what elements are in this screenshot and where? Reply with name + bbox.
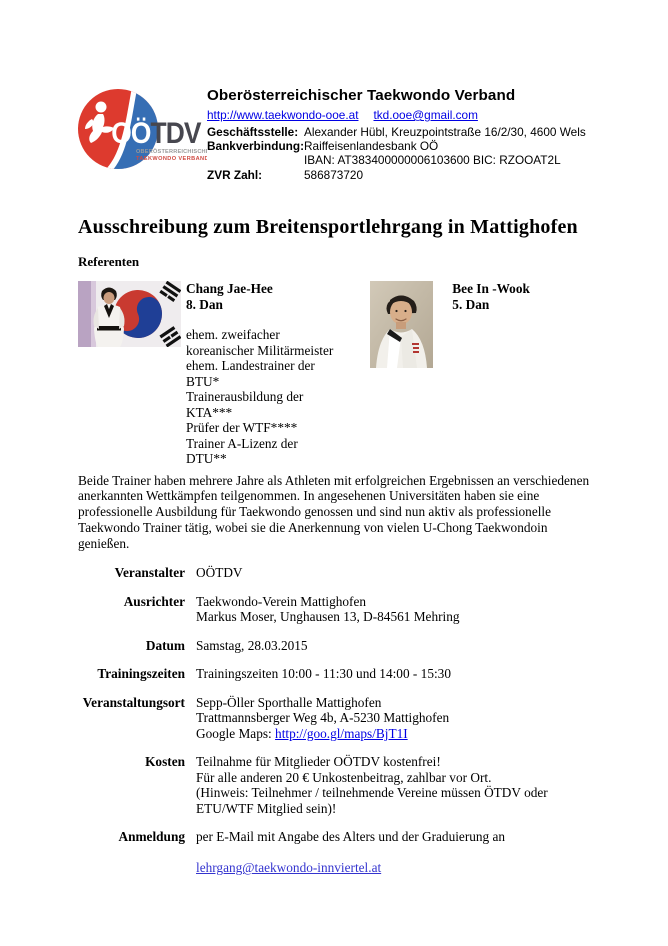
trainer-rank: 5. Dan [452,296,490,312]
trainer-credentials-chang [186,327,338,467]
header-contact-value: Alexander Hübl, Kreuzpointstraße 16/2/30, 4600 Wels [304,125,586,139]
header-contact-label: ZVR Zahl: [207,167,263,182]
header-contact-value: Raiffeisenlandesbank OÖ [304,139,439,154]
trainer-chang-text [186,281,348,467]
header-contact-value: IBAN: AT383400000006103600 BIC: RZOOAT2L [304,153,561,168]
spacer [186,312,348,327]
trainer-photo-bee [370,281,433,368]
header-contact-row [207,153,586,167]
detail-row [78,565,590,581]
detail-row [78,695,590,742]
detail-line: Samstag, 28.03.2015 [196,637,308,653]
detail-line: Trattmannsberger Weg 4b, A-5230 Mattighofen [196,710,450,726]
header-contact-row [207,139,586,153]
detail-value [196,695,449,742]
org-title: Oberösterreichischer Taekwondo Verband [207,87,516,104]
letterhead [76,85,586,190]
referenten-heading: Referenten [78,254,140,269]
detail-row [78,594,590,625]
detail-line [196,860,505,876]
header-contact-row [207,125,586,139]
detail-line: OÖTDV [196,565,243,581]
detail-line: Taekwondo-Verein Mattighofen [196,593,367,609]
maps-link[interactable]: http://goo.gl/maps/BjT1I [275,725,408,741]
svg-text:OÖTDV [111,115,201,149]
detail-line: Sepp-Öller Sporthalle Mattighofen [196,694,382,710]
detail-label: Trainingszeiten [97,666,185,682]
trainer-credential: Trainerausbildung der KTA*** [186,389,304,420]
trainer-credential: ehem. Landestrainer der BTU* [186,358,315,389]
website-link[interactable]: http://www.taekwondo-ooe.at [207,108,359,122]
logo-acronym-dark: TDV [150,115,201,150]
details-table [78,565,590,876]
detail-label: Veranstalter [114,565,185,581]
trainers-section [78,281,590,467]
logo-caption-line1: OBERÖSTERREICHISCHER [136,149,207,155]
detail-row [78,666,590,682]
logo-box [76,85,207,190]
document-body [78,216,590,889]
header-contact-label: Bankverbindung: [207,139,305,154]
trainer-name: Bee In -Wook [452,281,530,296]
header-contact-rows [207,125,586,182]
trainer-credential: Trainer A-Lizenz der DTU** [186,435,298,466]
detail-label: Kosten [145,754,185,770]
detail-value [196,565,243,581]
trainer-credential: Prüfer der WTF**** [186,420,298,435]
detail-value [196,594,460,625]
detail-label: Datum [145,637,185,653]
registration-email-link[interactable]: lehrgang@taekwondo-innviertel.at [196,860,382,876]
detail-line: ETU/WTF Mitglied sein)! [196,800,337,816]
org-email-link[interactable]: tkd.ooe@gmail.com [373,108,478,122]
detail-label: Anmeldung [118,829,185,845]
detail-row [78,638,590,654]
detail-line: per E-Mail mit Angabe des Alters und der Graduierung an [196,829,506,845]
header-contact-row [207,168,586,182]
trainer-credential: ehem. zweifacher koreanischer Militärmeister [186,327,334,358]
header-contact-label [207,153,304,167]
detail-line [196,845,505,861]
detail-value [196,829,505,876]
header-links [207,108,586,122]
detail-row [78,829,590,876]
trainer-bee-text [452,281,590,312]
page-title: Ausschreibung zum Breitensportlehrgang in Mattighofen [78,216,578,238]
header-contact-label: Geschäftsstelle: [207,125,299,139]
trainer-rank: 8. Dan [186,296,223,312]
letterhead-text [207,85,586,190]
detail-line: Für alle anderen 20 € Unkostenbeitrag, zahlbar vor Ort. [196,769,492,785]
logo-acronym-white: OÖ [111,115,151,150]
detail-line-text: Google Maps: [196,725,276,741]
detail-label: Veranstaltungsort [82,694,185,710]
detail-value [196,666,451,682]
trainer-photo-chang [78,281,181,347]
detail-value [196,754,548,816]
detail-value [196,638,308,654]
trainer-name: Chang Jae-Hee [186,281,273,296]
detail-line: Teilnahme für Mitglieder OÖTDV kostenfrei! [196,754,441,770]
ootdv-logo-icon [76,85,207,185]
detail-line: (Hinweis: Teilnehmer / teilnehmende Vereine müssen ÖTDV oder [196,785,548,801]
header-contact-value: 586873720 [304,167,364,182]
logo-caption-line2: TAEKWONDO VERBAND [136,156,207,162]
detail-label: Ausrichter [123,593,185,609]
intro-paragraph: Beide Trainer haben mehrere Jahre als Athleten mit erfolgreichen Ergebnissen an verschiedenen anerkannten Wettkämpfen teilgenommen. In angesehenen Universitäten haben sie eine professionelle Ausbildung für Taekwondo genossen und sind nun aktiv als professionelle Taekwondo Trainer tätig, wobei sie die Anerkennung von vielen U-Chong Taekwondoin genießen. [78,472,590,551]
detail-line [196,726,449,742]
detail-row [78,754,590,816]
detail-line: Markus Moser, Unghausen 13, D-84561 Mehring [196,609,460,625]
detail-line: Trainingszeiten 10:00 - 11:30 und 14:00 - 15:30 [196,666,451,682]
